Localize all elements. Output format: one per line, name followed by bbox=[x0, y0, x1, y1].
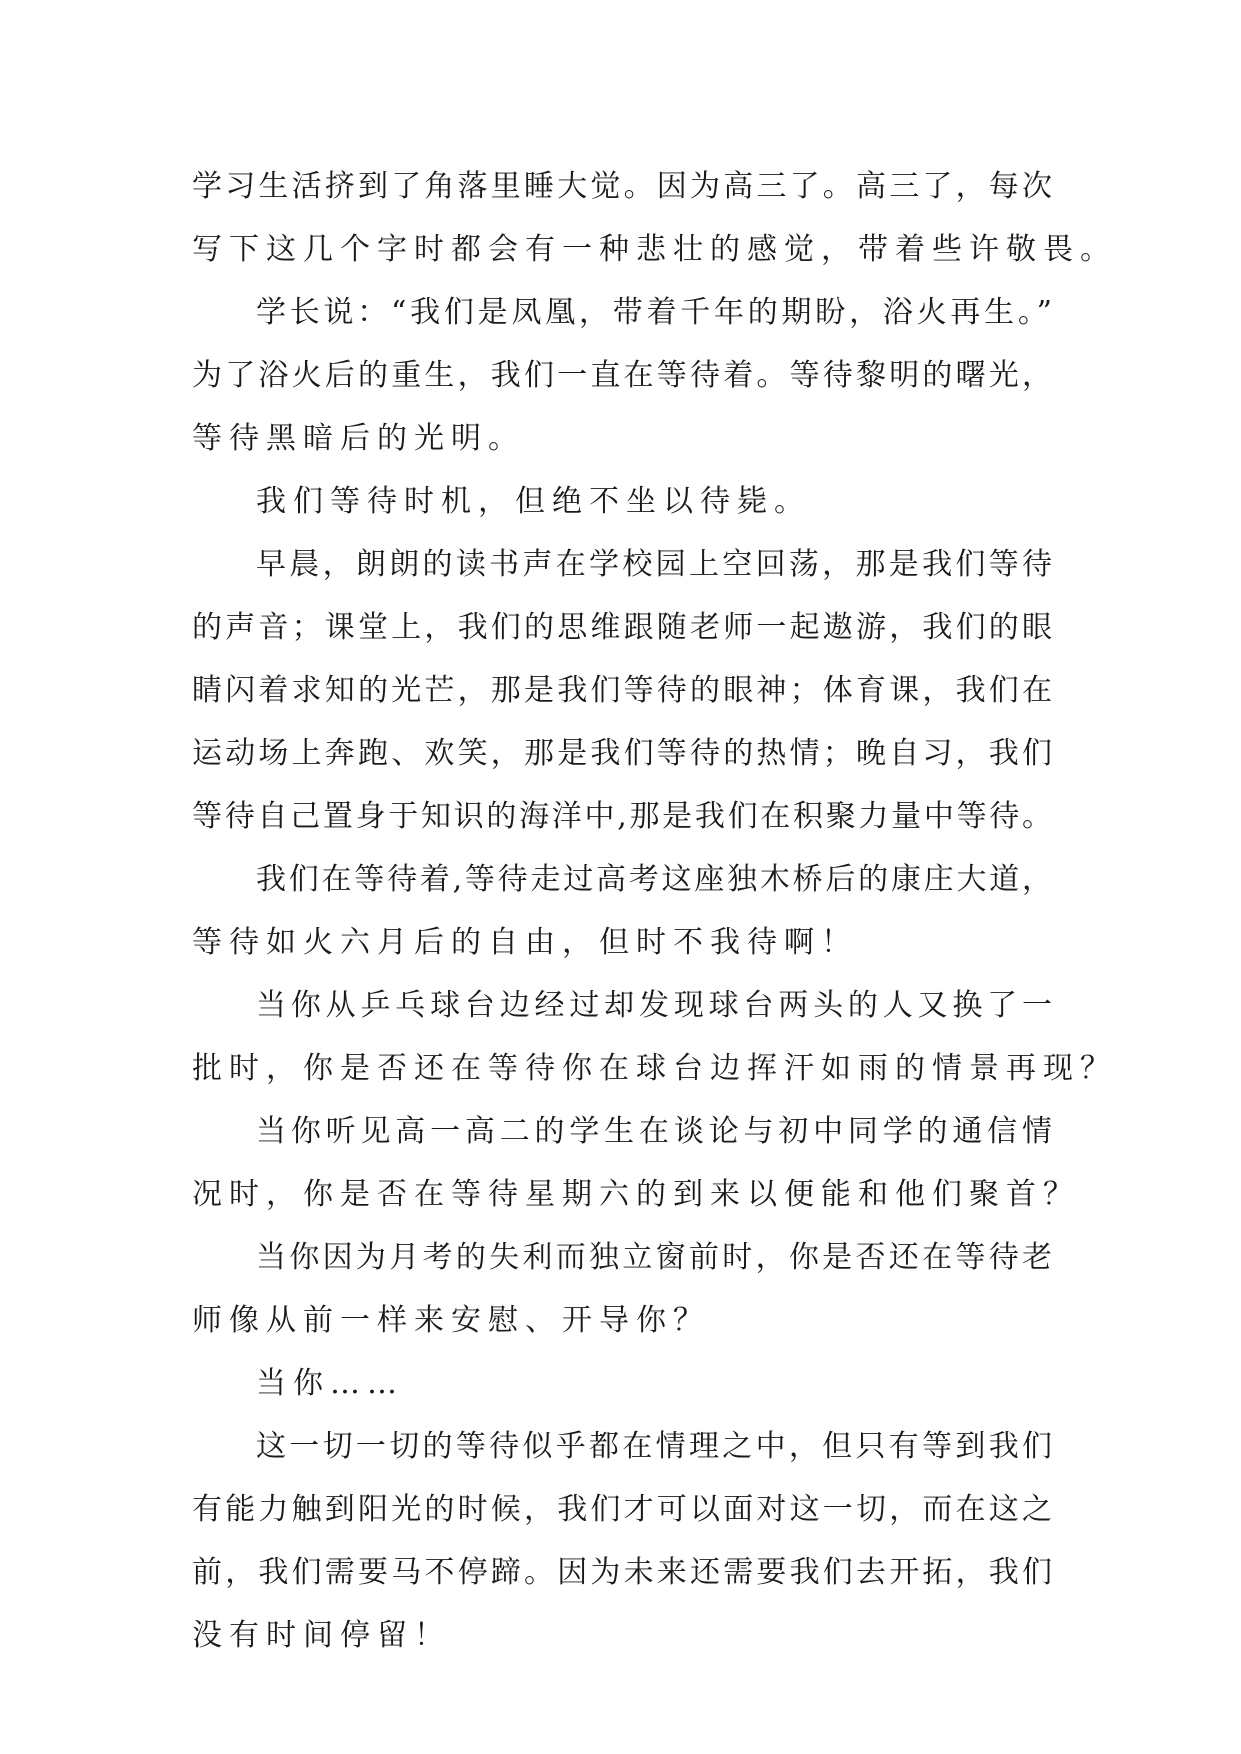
text-line: 况时，你是否在等待星期六的到来以便能和他们聚首？ bbox=[192, 1177, 1080, 1212]
text-line: 运动场上奔跑、欢笑，那是我们等待的热情；晚自习，我们 bbox=[192, 736, 1052, 771]
text-line: 学习生活挤到了角落里睡大觉。因为高三了。高三了，每次 bbox=[192, 169, 1052, 204]
paragraph-start-line: 我们在等待着,等待走过高考这座独木桥后的康庄大道， bbox=[256, 862, 1052, 897]
text-line: 睛闪着求知的光芒，那是我们等待的眼神；体育课，我们在 bbox=[192, 673, 1052, 708]
text-line: 等待黑暗后的光明。 bbox=[192, 421, 525, 456]
text-line: 有能力触到阳光的时候，我们才可以面对这一切，而在这之 bbox=[192, 1492, 1052, 1527]
text-line: 没有时间停留！ bbox=[192, 1618, 451, 1653]
text-line: 前，我们需要马不停蹄。因为未来还需要我们去开拓，我们 bbox=[192, 1555, 1052, 1590]
paragraph-start-line: 我们等待时机，但绝不坐以待毙。 bbox=[256, 484, 811, 519]
text-line: 师像从前一样来安慰、开导你？ bbox=[192, 1303, 710, 1338]
paragraph-start-line: 这一切一切的等待似乎都在情理之中，但只有等到我们 bbox=[256, 1429, 1052, 1464]
paragraph-start-line: 当你…… bbox=[256, 1366, 404, 1401]
paragraph-start-line: 当你因为月考的失利而独立窗前时，你是否还在等待老 bbox=[256, 1240, 1052, 1275]
text-line: 等待如火六月后的自由，但时不我待啊！ bbox=[192, 925, 858, 960]
text-line: 等待自己置身于知识的海洋中,那是我们在积聚力量中等待。 bbox=[192, 799, 1052, 834]
paragraph-start-line: 学长说：“我们是凤凰，带着千年的期盼，浴火再生。” bbox=[256, 295, 1052, 330]
text-line: 批时，你是否还在等待你在球台边挥汗如雨的情景再现？ bbox=[192, 1051, 1117, 1086]
paragraph-start-line: 早晨，朗朗的读书声在学校园上空回荡，那是我们等待 bbox=[256, 547, 1052, 582]
text-line: 写下这几个字时都会有一种悲壮的感觉，带着些许敬畏。 bbox=[192, 232, 1117, 267]
text-line: 为了浴火后的重生，我们一直在等待着。等待黎明的曙光， bbox=[192, 358, 1052, 393]
paragraph-start-line: 当你从乒乓球台边经过却发现球台两头的人又换了一 bbox=[256, 988, 1052, 1023]
text-line: 的声音；课堂上，我们的思维跟随老师一起遨游，我们的眼 bbox=[192, 610, 1052, 645]
document-body bbox=[192, 155, 1117, 1667]
paragraph-start-line: 当你听见高一高二的学生在谈论与初中同学的通信情 bbox=[256, 1114, 1052, 1149]
